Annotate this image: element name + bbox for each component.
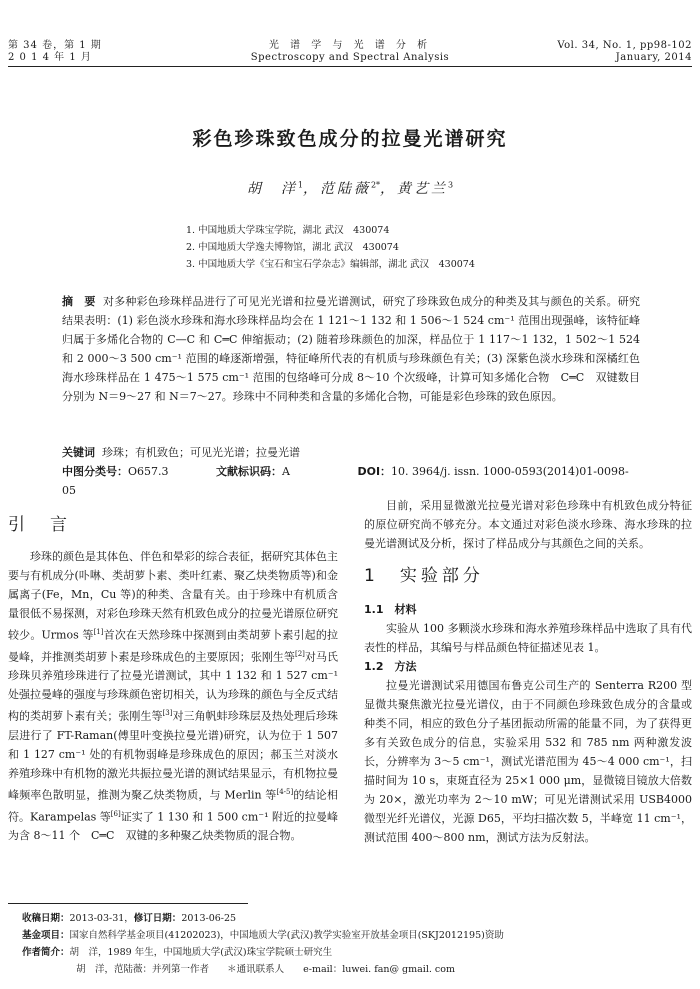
intro-p1-b: 首次在天然珍珠中探测到由类胡萝卜素引起的拉曼峰，并推测类胡萝卜素是珍珠成色的主要原因；张刚生等 bbox=[8, 628, 338, 664]
intro-p1-e: 的结论相符。Karampelas 等 bbox=[8, 788, 338, 824]
header-date-en: January, 2014 bbox=[615, 52, 692, 63]
revised-date: 2013-06-25 bbox=[181, 913, 237, 924]
bio-text: 胡 洋，1989 年生，中国地质大学(武汉)珠宝学院硕士研究生 bbox=[69, 947, 333, 958]
keywords-label: 关键词 bbox=[62, 446, 95, 459]
author-sep-2: ， bbox=[380, 181, 398, 197]
affiliation-2: 2. 中国地质大学逸夫博物馆，湖北 武汉 430074 bbox=[186, 242, 399, 253]
intro-p1-d: 对三角帆蚌珍珠层及热处理后珍珠层进行了 FT-Raman(傅里叶变换拉曼光谱)研究，认为位于 1 507 和 1 127 cm⁻¹ 处的有机物弱峰是珍珠成色的原因；郝玉兰对淡水养殖珍珠中有机物的激光共振拉曼光谱的测试结果显示，有机物拉曼峰频率色散明显，推测为聚乙炔类物质，与 Merlin 等 bbox=[8, 709, 339, 802]
author-2-sup: 2* bbox=[370, 180, 381, 190]
author-sep-1: ， bbox=[302, 181, 320, 197]
bio-label: 作者简介： bbox=[22, 947, 70, 958]
author-2: 范陆薇 bbox=[319, 181, 371, 197]
fund-label: 基金项目： bbox=[22, 930, 70, 941]
footnote-fund bbox=[22, 927, 692, 944]
doc-code-label: 文献标识码： bbox=[216, 465, 283, 478]
affiliations bbox=[186, 222, 475, 273]
section-1-heading: 1 实验部分 bbox=[364, 566, 484, 586]
header-volume-cn: 第 34 卷，第 1 期 bbox=[8, 40, 102, 51]
affiliation-3: 3. 中国地质大学《宝石和宝石学杂志》编辑部，湖北 武汉 430074 bbox=[186, 259, 475, 270]
footnote-bio bbox=[22, 944, 692, 961]
footnote-dates bbox=[22, 910, 692, 927]
right-column bbox=[364, 496, 692, 847]
header-volume-en-block bbox=[557, 40, 692, 64]
citation-4: [4-5] bbox=[276, 787, 294, 796]
intro-p1-c: 对马氏珍珠贝养殖珍珠进行了拉曼光谱测试，其中 1 132 和 1 527 cm⁻¹ 处强拉曼峰的强度与珍珠颜色密切相关，认为珍珠的颜色与全反式结构的类胡萝卜素有关；张刚生等 bbox=[8, 650, 339, 723]
classification-line bbox=[62, 462, 642, 500]
intro-heading: 引 言 bbox=[8, 515, 71, 535]
header-journal-en: Spectroscopy and Spectral Analysis bbox=[250, 52, 450, 63]
author-1-sup: 1 bbox=[297, 180, 303, 190]
footnotes bbox=[22, 910, 692, 978]
citation-2: [2] bbox=[294, 649, 305, 658]
paper-title: 彩色珍珠致色成分的拉曼光谱研究 bbox=[192, 128, 508, 150]
author-3: 黄艺兰 bbox=[397, 181, 449, 197]
citation-3: [3] bbox=[162, 709, 173, 718]
revised-label: 修订日期： bbox=[133, 913, 182, 924]
abstract-label: 摘 要 bbox=[62, 295, 96, 308]
keywords-block bbox=[62, 443, 642, 500]
abstract-text: 对多种彩色珍珠样品进行了可见光光谱和拉曼光谱测试，研究了珍珠致色成分的种类及其与颜色的关系。研究结果表明：(1) 彩色淡水珍珠和海水珍珠样品均会在 1 121～1 132 和 1 506～1 524 cm⁻¹ 范围出现强峰，该特征峰归属于多烯化合物的 C—C 和 C═C 伸缩振动；(2) 随着珍珠颜色的加深，样品位于 1 117～1 132，1 502～1 524 和 2 000～3 500 cm⁻¹ 范围的峰逐渐增强，特征峰所代表的有机质与珍珠颜色有关；(3) 深紫色淡水珍珠和深橘红色海水珍珠样品在 1 475～1 575 cm⁻¹ 范围的包络峰可分成 8～10 个次级峰，计算可知多烯化合物 C═C 双键数目分别为 N＝9～27 和 N＝7～27。珍珠中不同种类和含量的多烯化合物，可能是彩色珍珠的致色原因。 bbox=[62, 295, 641, 403]
author-1: 胡 洋 bbox=[246, 181, 298, 197]
header-journal-cn: 光 谱 学 与 光 谱 分 析 bbox=[268, 40, 432, 51]
author-3-sup: 3 bbox=[448, 180, 454, 190]
received-date: 2013-03-31， bbox=[69, 913, 134, 924]
doi-value: 10. 3964/j. issn. 1000-0593(2014)01-0098-05 bbox=[62, 465, 629, 497]
intro-section bbox=[8, 516, 338, 845]
abstract bbox=[62, 292, 640, 406]
header-date-cn: 2 0 1 4 年 1 月 bbox=[8, 52, 92, 63]
cofirst-text: 胡 洋，范陆薇：并列第一作者 bbox=[76, 964, 210, 975]
corresponding-author: ＊通讯联系人 e-mail：luwei. fan@ gmail. com bbox=[227, 964, 455, 975]
citation-1: [1] bbox=[93, 628, 104, 636]
header-volume-en: Vol. 34, No. 1, pp98-102 bbox=[557, 40, 692, 51]
header-rule bbox=[8, 66, 692, 67]
section-1-2-text: 拉曼光谱测试采用德国布鲁克公司生产的 Senterra R200 型显微共聚焦激光拉曼光谱仪，由于不同颜色珍珠致色成分的含量或种类不同，相应的致色分子基团振动所需的能量不同，为了获得更多有关致色成分的信息，实验采用 532 和 785 nm 两种激发波长，分辨率为 3～5 cm⁻¹，测试光谱范围为 45～4 000 cm⁻¹，扫描时间为 10 s，束斑直径为 25×1 000 μm，显微镜目镜放大倍数为 20×，激光功率为 2～10 mW；可见光谱测试采用 USB4000 微型光纤光谱仪，光源 D65，平均扫描次数 5，半峰宽 11 cm⁻¹，测试范围 400～800 nm，测试方法为反射法。 bbox=[364, 679, 692, 844]
keywords bbox=[62, 443, 642, 462]
intro-p1-a: 珍珠的颜色是其体色、伴色和晕彩的综合表征，据研究其体色主要与有机成分(卟啉、类胡萝卜素、类叶红素、聚乙炔类物质等)和金属离子(Fe，Mn，Cu 等)的种类、含量有关。由于珍珠中有机质含量很低不易探测，对彩色珍珠天然有机致色成分的拉曼光谱原位研究较少。Urmos 等 bbox=[8, 550, 338, 642]
section-1-1-text: 实验从 100 多颗淡水珍珠和海水养殖珍珠样品中选取了具有代表性的样品，其编号与样品颜色特征描述见表 1。 bbox=[364, 622, 692, 654]
author-list bbox=[0, 178, 700, 198]
doc-code-value: A bbox=[282, 465, 290, 478]
section-1-1-heading: 1.1 材料 bbox=[364, 603, 417, 616]
clc-label: 中图分类号： bbox=[62, 465, 128, 478]
fund-text: 国家自然科学基金项目(41202023)，中国地质大学(武汉)教学实验室开放基金项目(SKJ2012195)资助 bbox=[69, 930, 504, 941]
intro-paragraph-1 bbox=[8, 547, 338, 845]
intro-paragraph-2: 目前，采用显微激光拉曼光谱对彩色珍珠中有机致色成分特征的原位研究尚不够充分。本文通过对彩色淡水珍珠、海水珍珠的拉曼光谱测试及分析，探讨了样品成分与其颜色之间的关系。 bbox=[364, 499, 692, 550]
footnote-cofirst bbox=[22, 961, 692, 978]
keywords-text: 珍珠；有机致色；可见光光谱；拉曼光谱 bbox=[102, 446, 300, 459]
doi-label: DOI： bbox=[357, 465, 392, 478]
clc-value: O657.3 bbox=[128, 465, 169, 478]
intro-p1-f: 证实了 1 130 和 1 500 cm⁻¹ 附近的拉曼峰为含 8～11 个 C═C 双键的多种聚乙炔类物质的混合物。 bbox=[8, 810, 338, 843]
section-1-2-heading: 1.2 方法 bbox=[364, 660, 417, 673]
footnote-rule bbox=[8, 903, 248, 904]
affiliation-1: 1. 中国地质大学珠宝学院，湖北 武汉 430074 bbox=[186, 225, 390, 236]
received-label: 收稿日期： bbox=[22, 913, 70, 924]
citation-5: [6] bbox=[110, 809, 121, 818]
